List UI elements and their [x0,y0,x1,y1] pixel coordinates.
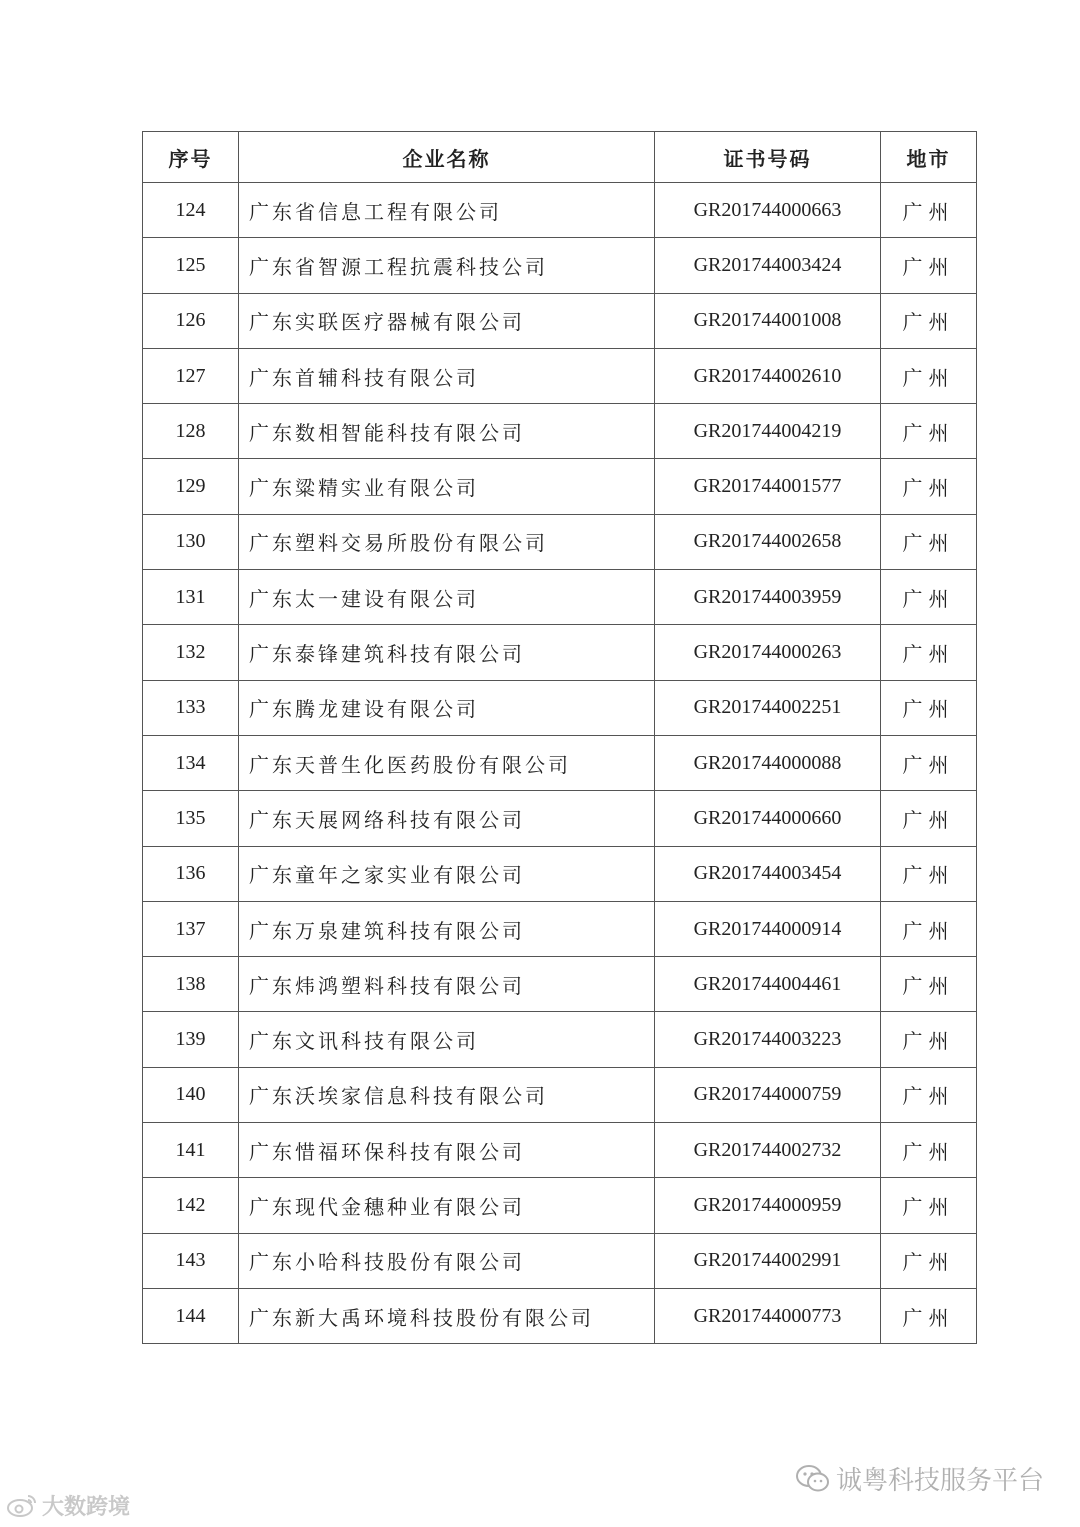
table-row [143,183,977,238]
cell-no: 131 [143,570,239,625]
cell-company-name: 广东省信息工程有限公司 [239,183,655,238]
cell-no: 143 [143,1233,239,1288]
cell-no: 134 [143,735,239,790]
cell-city: 广州 [881,293,977,348]
cell-no: 136 [143,846,239,901]
table-row [143,459,977,514]
cell-no: 132 [143,625,239,680]
table-row [143,1123,977,1178]
cell-city: 广州 [881,183,977,238]
cell-cert-number: GR201744000660 [655,791,881,846]
cell-company-name: 广东童年之家实业有限公司 [239,846,655,901]
table-row [143,348,977,403]
cell-no: 141 [143,1123,239,1178]
table-row [143,735,977,790]
cell-cert-number: GR201744000663 [655,183,881,238]
cell-company-name: 广东省智源工程抗震科技公司 [239,238,655,293]
cell-no: 130 [143,514,239,569]
watermark-source-text: 大数跨境 [42,1495,131,1520]
header-no: 序号 [143,132,239,183]
cell-no: 140 [143,1067,239,1122]
cell-company-name: 广东万泉建筑科技有限公司 [239,901,655,956]
cell-company-name: 广东天展网络科技有限公司 [239,791,655,846]
cell-company-name: 广东惜福环保科技有限公司 [239,1123,655,1178]
header-city: 地市 [881,132,977,183]
cell-company-name: 广东文讯科技有限公司 [239,1012,655,1067]
cell-cert-number: GR201744002610 [655,348,881,403]
cell-company-name: 广东新大禹环境科技股份有限公司 [239,1288,655,1343]
cell-no: 144 [143,1288,239,1343]
table-row [143,1178,977,1233]
cell-cert-number: GR201744000914 [655,901,881,956]
cell-cert-number: GR201744004461 [655,957,881,1012]
table-row [143,514,977,569]
cell-no: 135 [143,791,239,846]
cell-city: 广州 [881,348,977,403]
cell-city: 广州 [881,1123,977,1178]
cell-no: 129 [143,459,239,514]
table-row [143,238,977,293]
cell-company-name: 广东粱精实业有限公司 [239,459,655,514]
cell-cert-number: GR201744000773 [655,1288,881,1343]
cell-company-name: 广东数相智能科技有限公司 [239,404,655,459]
cell-cert-number: GR201744001577 [655,459,881,514]
table-row [143,846,977,901]
cell-cert-number: GR201744000759 [655,1067,881,1122]
cell-city: 广州 [881,1067,977,1122]
cell-cert-number: GR201744000088 [655,735,881,790]
table-row [143,680,977,735]
cell-company-name: 广东小哈科技股份有限公司 [239,1233,655,1288]
cell-company-name: 广东天普生化医药股份有限公司 [239,735,655,790]
cell-cert-number: GR201744002732 [655,1123,881,1178]
watermark-platform [796,1460,1044,1497]
cell-company-name: 广东塑料交易所股份有限公司 [239,514,655,569]
cell-cert-number: GR201744003959 [655,570,881,625]
cell-city: 广州 [881,570,977,625]
cell-cert-number: GR201744000959 [655,1178,881,1233]
cell-city: 广州 [881,1178,977,1233]
cell-company-name: 广东腾龙建设有限公司 [239,680,655,735]
table-row [143,404,977,459]
cell-cert-number: GR201744000263 [655,625,881,680]
cell-city: 广州 [881,1233,977,1288]
cell-no: 125 [143,238,239,293]
cell-no: 138 [143,957,239,1012]
cell-city: 广州 [881,846,977,901]
cell-no: 137 [143,901,239,956]
cell-cert-number: GR201744003424 [655,238,881,293]
cell-city: 广州 [881,735,977,790]
cell-cert-number: GR201744002991 [655,1233,881,1288]
table-row [143,1288,977,1343]
cell-no: 124 [143,183,239,238]
cell-no: 127 [143,348,239,403]
cell-cert-number: GR201744003223 [655,1012,881,1067]
table-row [143,625,977,680]
cell-company-name: 广东实联医疗器械有限公司 [239,293,655,348]
cell-city: 广州 [881,791,977,846]
watermark-source [6,1490,130,1521]
cell-company-name: 广东首辅科技有限公司 [239,348,655,403]
cell-company-name: 广东现代金穗种业有限公司 [239,1178,655,1233]
cell-no: 142 [143,1178,239,1233]
table-row [143,901,977,956]
cell-company-name: 广东炜鸿塑料科技有限公司 [239,957,655,1012]
cell-city: 广州 [881,459,977,514]
cell-cert-number: GR201744001008 [655,293,881,348]
table-row [143,1012,977,1067]
table-row [143,1067,977,1122]
cell-city: 广州 [881,238,977,293]
table-header [143,132,977,183]
cell-company-name: 广东泰锋建筑科技有限公司 [239,625,655,680]
cell-no: 133 [143,680,239,735]
table-body [143,183,977,1344]
weibo-icon [6,1493,38,1519]
cell-cert-number: GR201744003454 [655,846,881,901]
company-table [142,131,977,1344]
wechat-icon [796,1464,830,1494]
cell-company-name: 广东沃埃家信息科技有限公司 [239,1067,655,1122]
cell-company-name: 广东太一建设有限公司 [239,570,655,625]
header-cert-number: 证书号码 [655,132,881,183]
cell-city: 广州 [881,404,977,459]
cell-city: 广州 [881,680,977,735]
cell-no: 128 [143,404,239,459]
cell-city: 广州 [881,901,977,956]
table-row [143,957,977,1012]
cell-city: 广州 [881,1288,977,1343]
table-row [143,1233,977,1288]
cell-city: 广州 [881,1012,977,1067]
watermark-platform-text: 诚粤科技服务平台 [835,1466,1044,1496]
table-row [143,293,977,348]
table-row [143,791,977,846]
header-row [143,132,977,183]
cell-city: 广州 [881,625,977,680]
cell-cert-number: GR201744002251 [655,680,881,735]
cell-city: 广州 [881,957,977,1012]
cell-cert-number: GR201744002658 [655,514,881,569]
header-company-name: 企业名称 [239,132,655,183]
cell-no: 139 [143,1012,239,1067]
cell-cert-number: GR201744004219 [655,404,881,459]
cell-city: 广州 [881,514,977,569]
table-row [143,570,977,625]
cell-no: 126 [143,293,239,348]
